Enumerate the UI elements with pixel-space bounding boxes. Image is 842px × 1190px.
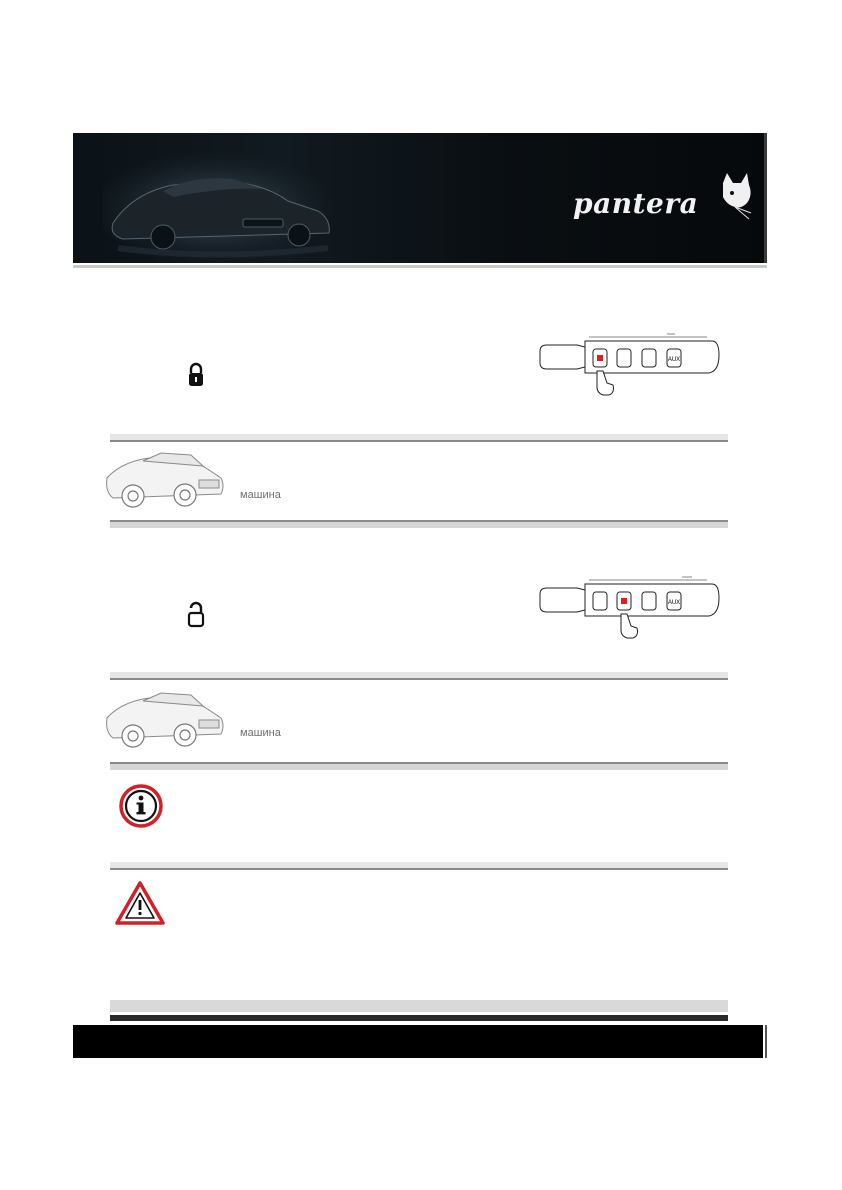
cat-head-icon [715, 173, 755, 223]
section-divider-band [110, 862, 728, 870]
section-divider-band [110, 434, 728, 442]
warning-icon [114, 880, 166, 926]
car-outline-illustration [103, 688, 227, 750]
header-banner [73, 133, 766, 263]
section-divider-band [110, 520, 728, 528]
lock-open-icon [187, 600, 205, 628]
car-caption: машина [240, 489, 281, 501]
section-divider-band [110, 762, 728, 770]
footer-bar [73, 1025, 763, 1058]
finger-pointer-icon [597, 371, 614, 395]
section-divider-band [110, 672, 728, 680]
lock-closed-icon [187, 362, 205, 388]
brand-logo [573, 173, 763, 233]
finger-pointer-icon [621, 614, 638, 638]
section-divider-band [110, 1000, 728, 1012]
car-caption: машина [240, 727, 281, 739]
footer-strip [110, 1015, 728, 1021]
footer-edge [765, 1025, 767, 1058]
remote-fob-lock-press [537, 333, 722, 401]
header-edge [764, 133, 767, 263]
car-outline-illustration [103, 448, 227, 510]
aux-button-label: AUX [667, 357, 681, 363]
brand-logo-text: pantera [573, 187, 699, 220]
info-icon [118, 783, 164, 829]
header-divider [73, 265, 767, 268]
car-photo-illustration [103, 153, 343, 263]
remote-fob-unlock-press [537, 576, 722, 644]
aux-button-label: AUX [667, 600, 681, 606]
